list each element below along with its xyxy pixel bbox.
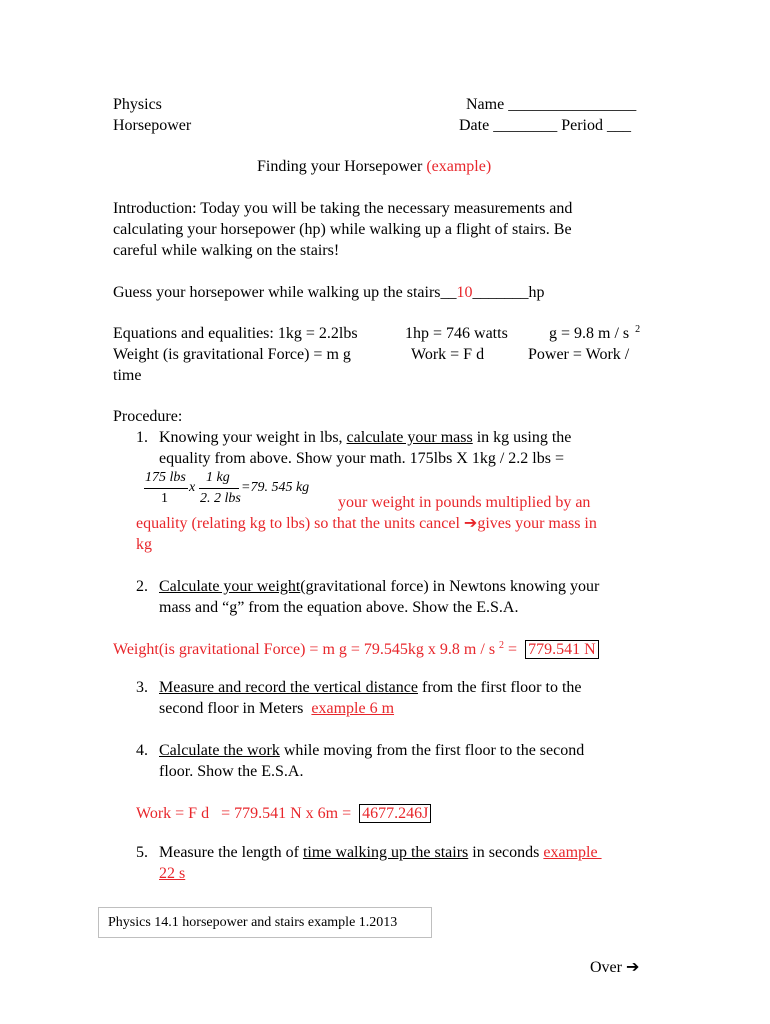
step-1-answer-3: kg	[136, 536, 152, 553]
step-1-key: calculate your mass	[346, 429, 473, 446]
step-4-number: 4.	[136, 742, 148, 759]
step-4-answer	[136, 803, 431, 824]
step-4-post: while moving from the first floor to the second	[279, 742, 585, 759]
over-label: Over ➔	[590, 959, 640, 976]
guess-unit: _______hp	[472, 284, 545, 301]
step-2-answer	[113, 639, 599, 660]
equation-power: Power = Work /	[528, 346, 630, 363]
step-5-post: in seconds	[468, 844, 544, 861]
title-example: (example)	[426, 158, 492, 175]
step-5-line-1	[159, 842, 602, 863]
step-3-answer: example 6 m	[311, 700, 395, 717]
step-1-pre: Knowing your weight in lbs,	[159, 429, 347, 446]
step-5-number: 5.	[136, 844, 148, 861]
frac-bar-1	[144, 488, 188, 489]
step-3-post: from the first floor to the	[417, 679, 582, 696]
gravity-exponent: 2	[635, 324, 641, 335]
step-5-key: time walking up the stairs	[302, 844, 469, 861]
step-2-answer-equals: =	[504, 641, 522, 658]
frac-numerator-2: 1 kg	[206, 470, 230, 485]
step-1-line-2: equality from above. Show your math. 175lbs X 1kg / 2.2 lbs =	[159, 450, 564, 467]
step-2-answer-text: Weight(is gravitational Force) = m g = 79.545kg x 9.8 m / s	[113, 641, 496, 658]
frac-denominator-2: 2. 2 lbs	[200, 491, 241, 506]
step-5-answer-2: 22 s	[159, 865, 186, 882]
step-4-key: Calculate the work	[159, 742, 280, 759]
guess-line	[113, 282, 545, 303]
step-1-number: 1.	[136, 429, 148, 446]
step-4-answer-text: Work = F d = 779.541 N x 6m =	[136, 805, 356, 822]
frac-denominator-1: 1	[161, 491, 168, 506]
step-1-post: in kg using the	[472, 429, 572, 446]
name-field-label: Name ________________	[466, 96, 637, 113]
step-2-number: 2.	[136, 578, 148, 595]
equation-kg-lbs: Equations and equalities: 1kg = 2.2lbs	[113, 325, 358, 342]
equation-work: Work = F d	[411, 346, 485, 363]
step-5-answer-1: example	[543, 844, 602, 861]
step-3-number: 3.	[136, 679, 148, 696]
step-4-line-2: floor. Show the E.S.A.	[159, 763, 304, 780]
step-4-line-1	[159, 740, 584, 761]
step-2-line-2: mass and “g” from the equation above. Show the E.S.A.	[159, 599, 519, 616]
step-1-answer-1: your weight in pounds multiplied by an	[338, 494, 591, 511]
step-3-line-2	[159, 698, 394, 719]
frac-times: x	[189, 480, 196, 495]
step-5-pre: Measure the length of	[159, 844, 303, 861]
intro-line-2: calculating your horsepower (hp) while walking up a flight of stairs. Be	[113, 221, 572, 238]
intro-line-1: Introduction: Today you will be taking the necessary measurements and	[113, 200, 573, 217]
step-3-text: second floor in Meters	[159, 700, 312, 717]
footer-label: Physics 14.1 horsepower and stairs example 1.2013	[108, 915, 398, 930]
step-2-answer-exponent: 2	[499, 640, 505, 651]
step-2-line-1	[159, 576, 599, 597]
title-main: Finding your Horsepower	[257, 158, 427, 175]
date-period-label: Date ________ Period ___	[459, 117, 631, 134]
step-3-line-1	[159, 677, 582, 698]
procedure-heading: Procedure:	[113, 408, 183, 425]
topic-label: Horsepower	[113, 117, 192, 134]
frac-bar-2	[199, 488, 239, 489]
step-2-result-box: 779.541 N	[525, 640, 599, 659]
frac-numerator-1: 175 lbs	[145, 470, 186, 485]
equation-hp-watts: 1hp = 746 watts	[405, 325, 508, 342]
step-2-key: Calculate your weight	[159, 578, 301, 595]
equation-weight: Weight (is gravitational Force) = m g	[113, 346, 351, 363]
subject-label: Physics	[113, 96, 162, 113]
guess-value: 10	[456, 284, 473, 301]
guess-text: Guess your horsepower while walking up the stairs__	[113, 284, 457, 301]
equation-power-cont: time	[113, 367, 142, 384]
step-1-answer-2: equality (relating kg to lbs) so that the units cancel ➔gives your mass in	[136, 515, 597, 532]
intro-line-3: careful while walking on the stairs!	[113, 242, 340, 259]
equation-gravity	[549, 323, 640, 344]
gravity-text: g = 9.8 m / s	[549, 325, 630, 342]
step-1-line-1	[159, 427, 571, 448]
step-4-result-box: 4677.246J	[359, 804, 431, 823]
step-3-key: Measure and record the vertical distance	[159, 679, 418, 696]
frac-result: =79. 545 kg	[241, 480, 310, 495]
step-2-post: (gravitational force) in Newtons knowing your	[300, 578, 600, 595]
page-title	[257, 156, 491, 177]
